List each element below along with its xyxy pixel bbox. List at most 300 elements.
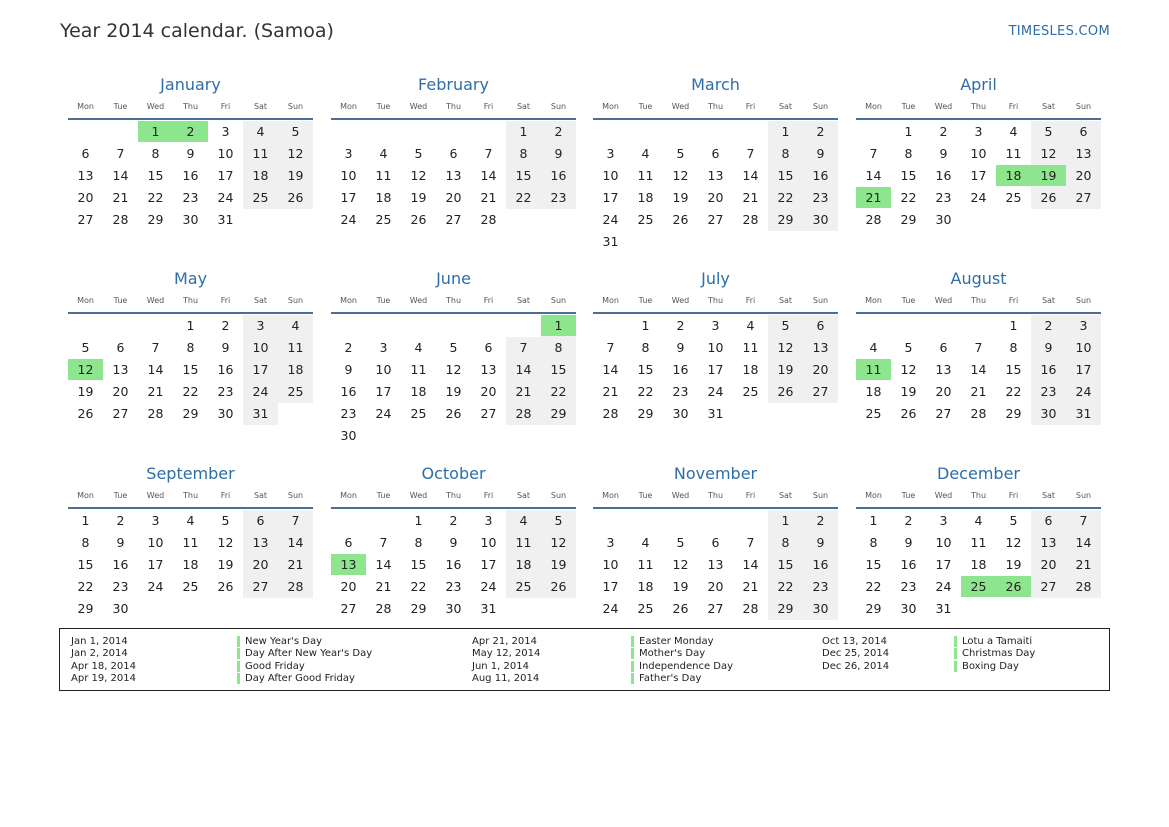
day-cell: 24 <box>375 406 392 421</box>
weekday-label: Thu <box>707 296 724 305</box>
day-cell: 19 <box>217 557 234 572</box>
day-cell: 17 <box>340 190 357 205</box>
day-cell: 10 <box>147 535 164 550</box>
day-cell: 20 <box>812 362 829 377</box>
weekday-label: Sun <box>287 102 304 111</box>
day-cell: 14 <box>1075 535 1092 550</box>
weekday-header <box>68 102 313 114</box>
day-cell: 16 <box>900 557 917 572</box>
day-cell: 11 <box>742 340 759 355</box>
day-cell: 22 <box>550 384 567 399</box>
day-cell: 29 <box>550 406 567 421</box>
day-cell: 28 <box>742 601 759 616</box>
month-july <box>593 269 838 459</box>
weekday-label: Thu <box>707 491 724 500</box>
day-cell: 26 <box>672 212 689 227</box>
day-cell: 29 <box>410 601 427 616</box>
weekday-label: Wed <box>146 296 165 305</box>
legend-holiday-name: Father's Day <box>639 673 702 685</box>
day-cell: 2 <box>554 124 563 139</box>
day-cell: 1 <box>641 318 650 333</box>
day-cell: 16 <box>340 384 357 399</box>
day-cell: 2 <box>816 124 825 139</box>
day-cell: 9 <box>816 535 825 550</box>
day-cell: 15 <box>77 557 94 572</box>
day-cell: 18 <box>375 190 392 205</box>
legend-marker <box>954 648 957 659</box>
day-cell: 23 <box>550 190 567 205</box>
day-cell: 29 <box>777 212 794 227</box>
day-cell: 11 <box>252 146 269 161</box>
day-cell: 4 <box>519 513 528 528</box>
day-cell: 7 <box>746 146 755 161</box>
day-cell: 27 <box>445 212 462 227</box>
legend-marker <box>237 648 240 659</box>
day-cell: 31 <box>252 406 269 421</box>
day-cell: 9 <box>816 146 825 161</box>
day-cell: 28 <box>970 406 987 421</box>
day-cell: 7 <box>974 340 983 355</box>
day-cell: 28 <box>287 579 304 594</box>
day-cell: 3 <box>939 513 948 528</box>
day-cell: 24 <box>602 601 619 616</box>
day-cell: 5 <box>291 124 300 139</box>
month-january <box>68 75 313 265</box>
legend-date: Oct 13, 2014 <box>822 636 887 647</box>
day-cell: 17 <box>252 362 269 377</box>
day-cell: 15 <box>182 362 199 377</box>
day-cell: 15 <box>515 168 532 183</box>
day-cell: 23 <box>900 579 917 594</box>
day-cell: 29 <box>182 406 199 421</box>
day-cell: 22 <box>147 190 164 205</box>
day-cell: 23 <box>812 190 829 205</box>
day-cell: 19 <box>777 362 794 377</box>
day-cell: 3 <box>711 318 720 333</box>
day-cell: 9 <box>554 146 563 161</box>
day-cell: 8 <box>781 146 790 161</box>
day-cell: 5 <box>676 535 685 550</box>
month-april <box>856 75 1101 265</box>
day-cell: 25 <box>637 212 654 227</box>
legend-marker <box>631 661 634 672</box>
day-cell: 21 <box>112 190 129 205</box>
day-cell: 10 <box>217 146 234 161</box>
month-march <box>593 75 838 265</box>
weekday-label: Tue <box>638 102 653 111</box>
day-cell: 1 <box>186 318 195 333</box>
day-cell: 13 <box>812 340 829 355</box>
weekday-label: Sat <box>778 296 793 305</box>
day-cell: 27 <box>1075 190 1092 205</box>
day-cell: 5 <box>676 146 685 161</box>
day-cell: 24 <box>602 212 619 227</box>
day-cell: 10 <box>252 340 269 355</box>
weekday-header <box>331 491 576 503</box>
day-cell: 14 <box>865 168 882 183</box>
day-cell: 11 <box>287 340 304 355</box>
day-cell: 26 <box>217 579 234 594</box>
day-cell: 11 <box>182 535 199 550</box>
day-cell: 17 <box>375 384 392 399</box>
day-cell: 22 <box>182 384 199 399</box>
weekday-label: Tue <box>901 491 916 500</box>
day-cell: 5 <box>414 146 423 161</box>
weekday-label: Mon <box>602 102 619 111</box>
weekday-label: Tue <box>638 296 653 305</box>
weekday-header <box>856 491 1101 503</box>
day-cell: 9 <box>116 535 125 550</box>
weekday-label: Wed <box>409 296 428 305</box>
legend-marker <box>631 648 634 659</box>
day-cell: 14 <box>480 168 497 183</box>
day-cell: 17 <box>147 557 164 572</box>
day-cell: 13 <box>77 168 94 183</box>
weekday-label: Thu <box>970 491 987 500</box>
day-cell: 14 <box>112 168 129 183</box>
day-cell: 28 <box>865 212 882 227</box>
day-cell: 25 <box>287 384 304 399</box>
legend-marker <box>237 673 240 684</box>
day-cell: 4 <box>974 513 983 528</box>
day-cell: 15 <box>147 168 164 183</box>
day-cell: 26 <box>900 406 917 421</box>
weekday-label: Thu <box>182 102 199 111</box>
day-cell: 30 <box>672 406 689 421</box>
day-cell: 20 <box>112 384 129 399</box>
day-cell: 28 <box>375 601 392 616</box>
day-cell: 7 <box>151 340 160 355</box>
month-name: October <box>421 464 486 483</box>
weekday-label: Wed <box>409 102 428 111</box>
weekday-label: Mon <box>77 102 94 111</box>
weekday-label: Wed <box>934 296 953 305</box>
day-cell: 8 <box>641 340 650 355</box>
weekday-label: Tue <box>901 102 916 111</box>
day-cell: 29 <box>147 212 164 227</box>
day-cell: 28 <box>515 406 532 421</box>
weekday-label: Sat <box>253 102 268 111</box>
day-cell: 28 <box>1075 579 1092 594</box>
day-cell: 12 <box>445 362 462 377</box>
day-cell: 6 <box>1044 513 1053 528</box>
day-cell: 1 <box>781 124 790 139</box>
weekday-label: Tue <box>113 296 128 305</box>
day-cell: 2 <box>1044 318 1053 333</box>
weekday-label: Tue <box>376 296 391 305</box>
legend-marker <box>237 661 240 672</box>
weekday-label: Mon <box>77 296 94 305</box>
day-cell: 20 <box>340 579 357 594</box>
day-cell: 22 <box>77 579 94 594</box>
day-cell: 4 <box>1009 124 1018 139</box>
day-cell: 19 <box>672 190 689 205</box>
weekday-label: Thu <box>445 491 462 500</box>
day-cell: 4 <box>869 340 878 355</box>
day-cell: 8 <box>554 340 563 355</box>
legend-holiday-name: Day After New Year's Day <box>245 648 373 660</box>
day-cell: 18 <box>970 557 987 572</box>
day-cell: 16 <box>812 557 829 572</box>
day-cell: 21 <box>970 384 987 399</box>
day-cell: 17 <box>707 362 724 377</box>
day-cell: 3 <box>974 124 983 139</box>
month-name: July <box>701 269 730 288</box>
month-october <box>331 464 576 654</box>
weekday-header <box>593 102 838 114</box>
day-cell: 20 <box>480 384 497 399</box>
day-cell: 10 <box>935 535 952 550</box>
weekday-header <box>68 296 313 308</box>
day-cell: 31 <box>935 601 952 616</box>
day-cell: 22 <box>777 579 794 594</box>
month-november <box>593 464 838 654</box>
day-cell: 3 <box>151 513 160 528</box>
day-cell: 9 <box>904 535 913 550</box>
day-cell: 28 <box>742 212 759 227</box>
day-cell: 16 <box>550 168 567 183</box>
day-cell: 17 <box>602 190 619 205</box>
day-cell: 13 <box>445 168 462 183</box>
weekday-label: Mon <box>77 491 94 500</box>
day-cell: 24 <box>707 384 724 399</box>
day-cell: 30 <box>217 406 234 421</box>
day-cell: 1 <box>81 513 90 528</box>
day-cell: 25 <box>375 212 392 227</box>
day-cell: 23 <box>217 384 234 399</box>
day-cell: 13 <box>707 168 724 183</box>
month-name: November <box>673 464 758 483</box>
day-cell: 7 <box>291 513 300 528</box>
day-cell: 11 <box>1005 146 1022 161</box>
day-cell: 16 <box>182 168 199 183</box>
day-cell: 8 <box>186 340 195 355</box>
day-cell: 16 <box>812 168 829 183</box>
weekday-label: Sun <box>550 102 567 111</box>
holiday-day: 2 <box>173 121 208 142</box>
day-cell: 8 <box>1009 340 1018 355</box>
day-cell: 23 <box>1040 384 1057 399</box>
weekday-label: Fri <box>483 491 494 500</box>
day-cell: 16 <box>445 557 462 572</box>
day-cell: 29 <box>77 601 94 616</box>
day-cell: 5 <box>781 318 790 333</box>
day-cell: 25 <box>637 601 654 616</box>
day-cell: 12 <box>900 362 917 377</box>
day-cell: 3 <box>344 146 353 161</box>
weekday-label: Mon <box>865 491 882 500</box>
day-cell: 11 <box>970 535 987 550</box>
holiday-day: 1 <box>138 121 173 142</box>
legend-date: Jan 1, 2014 <box>71 636 128 647</box>
day-cell: 24 <box>970 190 987 205</box>
day-cell: 8 <box>781 535 790 550</box>
weekday-label: Mon <box>340 102 357 111</box>
day-cell: 8 <box>414 535 423 550</box>
day-cell: 26 <box>777 384 794 399</box>
day-cell: 3 <box>606 535 615 550</box>
day-cell: 5 <box>1009 513 1018 528</box>
day-cell: 18 <box>637 190 654 205</box>
day-cell: 30 <box>812 601 829 616</box>
weekday-label: Mon <box>865 296 882 305</box>
day-cell: 21 <box>515 384 532 399</box>
weekday-label: Thu <box>707 102 724 111</box>
legend-marker <box>954 636 957 647</box>
day-cell: 31 <box>217 212 234 227</box>
weekday-label: Sun <box>550 491 567 500</box>
holiday-day: 19 <box>1031 165 1066 186</box>
day-cell: 25 <box>410 406 427 421</box>
day-cell: 9 <box>1044 340 1053 355</box>
weekday-label: Sat <box>516 491 531 500</box>
day-cell: 29 <box>865 601 882 616</box>
day-cell: 27 <box>707 601 724 616</box>
day-cell: 4 <box>256 124 265 139</box>
day-cell: 14 <box>742 557 759 572</box>
day-cell: 9 <box>221 340 230 355</box>
weekday-label: Sat <box>1041 296 1056 305</box>
weekday-label: Wed <box>146 491 165 500</box>
weekday-label: Sun <box>1075 102 1092 111</box>
weekday-label: Tue <box>901 296 916 305</box>
day-cell: 23 <box>812 579 829 594</box>
weekday-header <box>856 102 1101 114</box>
month-name: August <box>950 269 1007 288</box>
day-cell: 5 <box>1044 124 1053 139</box>
weekday-label: Fri <box>483 296 494 305</box>
day-grid <box>593 120 838 260</box>
weekday-label: Sat <box>253 296 268 305</box>
weekday-label: Thu <box>445 296 462 305</box>
day-cell: 24 <box>935 579 952 594</box>
weekday-label: Wed <box>409 491 428 500</box>
day-cell: 2 <box>116 513 125 528</box>
day-cell: 22 <box>515 190 532 205</box>
day-cell: 12 <box>410 168 427 183</box>
month-name: February <box>418 75 489 94</box>
day-cell: 19 <box>287 168 304 183</box>
day-cell: 4 <box>746 318 755 333</box>
legend-date: Apr 19, 2014 <box>71 673 137 685</box>
day-cell: 6 <box>81 146 90 161</box>
weekday-label: Wed <box>671 491 690 500</box>
weekday-label: Sun <box>287 491 304 500</box>
day-cell: 14 <box>742 168 759 183</box>
day-cell: 5 <box>554 513 563 528</box>
day-cell: 15 <box>777 557 794 572</box>
day-cell: 22 <box>410 579 427 594</box>
day-cell: 6 <box>711 146 720 161</box>
day-cell: 10 <box>375 362 392 377</box>
month-name: September <box>146 464 235 483</box>
day-cell: 20 <box>77 190 94 205</box>
day-cell: 11 <box>637 168 654 183</box>
weekday-label: Tue <box>113 491 128 500</box>
day-cell: 9 <box>344 362 353 377</box>
day-cell: 7 <box>606 340 615 355</box>
day-cell: 16 <box>112 557 129 572</box>
weekday-label: Tue <box>376 102 391 111</box>
site-link[interactable]: TIMESLES.COM <box>1008 24 1110 39</box>
day-cell: 2 <box>816 513 825 528</box>
day-cell: 12 <box>672 557 689 572</box>
weekday-label: Wed <box>671 102 690 111</box>
holiday-day: 13 <box>331 554 366 575</box>
weekday-label: Mon <box>865 102 882 111</box>
day-cell: 30 <box>112 601 129 616</box>
weekday-label: Mon <box>602 491 619 500</box>
weekday-label: Fri <box>220 102 231 111</box>
holiday-day: 11 <box>856 359 891 380</box>
day-cell: 15 <box>900 168 917 183</box>
legend-date: Apr 18, 2014 <box>71 660 137 672</box>
day-cell: 21 <box>602 384 619 399</box>
month-august <box>856 269 1101 459</box>
day-cell: 28 <box>602 406 619 421</box>
weekday-header <box>331 296 576 308</box>
day-cell: 27 <box>112 406 129 421</box>
weekday-label: Mon <box>602 296 619 305</box>
day-cell: 20 <box>707 579 724 594</box>
day-cell: 17 <box>1075 362 1092 377</box>
weekday-header <box>593 296 838 308</box>
day-cell: 20 <box>445 190 462 205</box>
day-cell: 1 <box>1009 318 1018 333</box>
weekday-label: Wed <box>934 102 953 111</box>
month-june <box>331 269 576 459</box>
day-cell: 17 <box>480 557 497 572</box>
day-cell: 8 <box>869 535 878 550</box>
day-cell: 2 <box>676 318 685 333</box>
holiday-day: 18 <box>996 165 1031 186</box>
day-cell: 12 <box>550 535 567 550</box>
legend-holiday-name: Independence Day <box>639 660 734 672</box>
day-cell: 17 <box>602 579 619 594</box>
day-cell: 12 <box>217 535 234 550</box>
day-cell: 15 <box>410 557 427 572</box>
day-cell: 30 <box>182 212 199 227</box>
day-cell: 24 <box>340 212 357 227</box>
weekday-label: Thu <box>970 296 987 305</box>
day-cell: 30 <box>340 428 357 443</box>
day-cell: 24 <box>217 190 234 205</box>
legend-date: Apr 21, 2014 <box>472 636 538 647</box>
day-cell: 6 <box>1079 124 1088 139</box>
day-cell: 7 <box>869 146 878 161</box>
day-cell: 1 <box>414 513 423 528</box>
month-name: March <box>691 75 740 94</box>
weekday-label: Fri <box>220 491 231 500</box>
day-cell: 24 <box>480 579 497 594</box>
day-cell: 14 <box>375 557 392 572</box>
day-cell: 7 <box>746 535 755 550</box>
day-cell: 5 <box>449 340 458 355</box>
month-december <box>856 464 1101 654</box>
day-cell: 27 <box>340 601 357 616</box>
day-cell: 15 <box>637 362 654 377</box>
day-cell: 10 <box>340 168 357 183</box>
legend-date: Dec 26, 2014 <box>822 660 890 672</box>
day-cell: 16 <box>1040 362 1057 377</box>
day-cell: 18 <box>637 579 654 594</box>
day-cell: 15 <box>777 168 794 183</box>
day-cell: 2 <box>449 513 458 528</box>
holiday-day: 12 <box>68 359 103 380</box>
day-cell: 13 <box>1075 146 1092 161</box>
day-cell: 15 <box>865 557 882 572</box>
legend-holiday-name: Mother's Day <box>639 648 706 660</box>
